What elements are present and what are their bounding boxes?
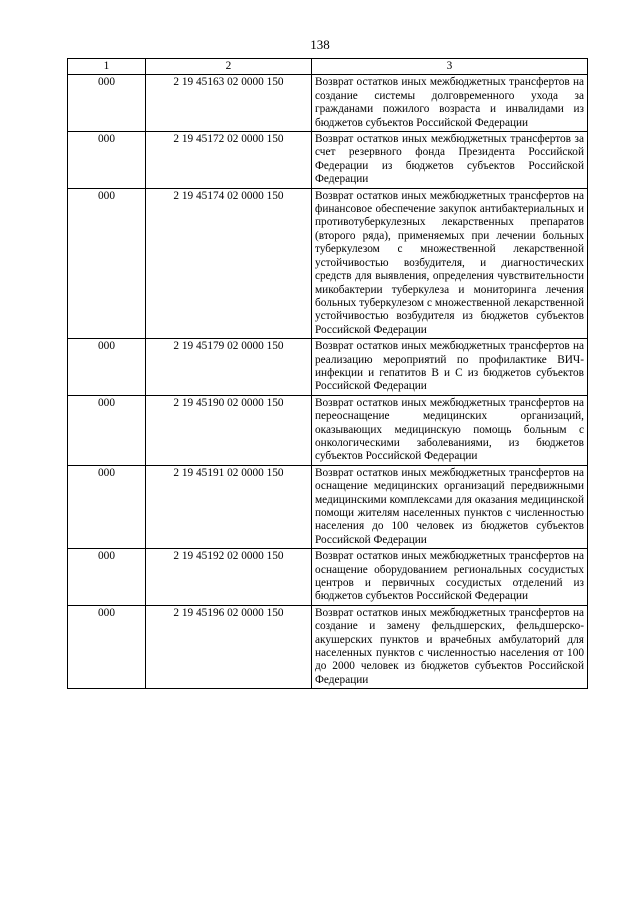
- budget-code-cell: 2 19 45174 02 0000 150: [146, 188, 312, 338]
- table-row: [68, 549, 588, 606]
- income-name-cell: Возврат остатков иных межбюджетных трансфертов на оснащение оборудованием региональных сосудистых центров и первичных сосудистых отделений из бюджетов субъектов Российской Федерации: [312, 549, 588, 606]
- budget-code-cell: 2 19 45190 02 0000 150: [146, 395, 312, 465]
- table-header-row: [68, 59, 588, 75]
- table-row: [68, 605, 588, 688]
- budget-code-cell: 2 19 45163 02 0000 150: [146, 75, 312, 132]
- income-name-cell: Возврат остатков иных межбюджетных трансфертов за счет резервного фонда Президента Российской Федерации из бюджетов субъектов Российской Федерации: [312, 132, 588, 189]
- admin-code-cell: 000: [68, 188, 146, 338]
- table-row: [68, 132, 588, 189]
- income-name-cell: Возврат остатков иных межбюджетных трансфертов на создание и замену фельдшерских, фельдшерско-акушерских пунктов и врачебных амбулаторий для населенных пунктов с численностью населения от 100 до 2000 человек из бюджетов субъектов Российской Федерации: [312, 605, 588, 688]
- column-header-1: 1: [68, 59, 146, 75]
- budget-code-cell: 2 19 45192 02 0000 150: [146, 549, 312, 606]
- admin-code-cell: 000: [68, 465, 146, 548]
- admin-code-cell: 000: [68, 395, 146, 465]
- income-name-cell: Возврат остатков иных межбюджетных трансфертов на переоснащение медицинских организаций, оказывающих медицинскую помощь больным с онкологическими заболеваниями, из бюджетов субъектов Российской Федерации: [312, 395, 588, 465]
- income-name-cell: Возврат остатков иных межбюджетных трансфертов на оснащение медицинских организаций передвижными медицинскими комплексами для оказания медицинской помощи жителям населенных пунктов с численностью населения до 100 человек из бюджетов субъектов Российской Федерации: [312, 465, 588, 548]
- admin-code-cell: 000: [68, 339, 146, 396]
- income-name-cell: Возврат остатков иных межбюджетных трансфертов на реализацию мероприятий по профилактике ВИЧ-инфекции и гепатитов B и C из бюджетов субъектов Российской Федерации: [312, 339, 588, 396]
- budget-code-cell: 2 19 45179 02 0000 150: [146, 339, 312, 396]
- budget-code-cell: 2 19 45172 02 0000 150: [146, 132, 312, 189]
- budget-code-cell: 2 19 45191 02 0000 150: [146, 465, 312, 548]
- income-name-cell: Возврат остатков иных межбюджетных трансфертов на финансовое обеспечение закупок антибактериальных и противотуберкулезных лекарственных препаратов (второго ряда), применяемых при лечении больных туберкулезом с множественной лекарственной устойчивостью возбудителя, и диагностических средств для выявления, определения чувствительности микобактерии туберкулеза и мониторинга лечения больных туберкулезом с множественной лекарственной устойчивостью возбудителя из бюджетов субъектов Российской Федерации: [312, 188, 588, 338]
- budget-code-cell: 2 19 45196 02 0000 150: [146, 605, 312, 688]
- income-name-cell: Возврат остатков иных межбюджетных трансфертов на создание системы долговременного ухода за гражданами пожилого возраста и инвалидами из бюджетов субъектов Российской Федерации: [312, 75, 588, 132]
- admin-code-cell: 000: [68, 549, 146, 606]
- admin-code-cell: 000: [68, 605, 146, 688]
- table-row: [68, 465, 588, 548]
- page-number: 138: [310, 37, 330, 52]
- column-header-3: 3: [312, 59, 588, 75]
- column-header-2: 2: [146, 59, 312, 75]
- admin-code-cell: 000: [68, 75, 146, 132]
- table-row: [68, 339, 588, 396]
- table-row: [68, 188, 588, 338]
- budget-codes-table: [67, 58, 588, 689]
- admin-code-cell: 000: [68, 132, 146, 189]
- table-row: [68, 395, 588, 465]
- table-row: [68, 75, 588, 132]
